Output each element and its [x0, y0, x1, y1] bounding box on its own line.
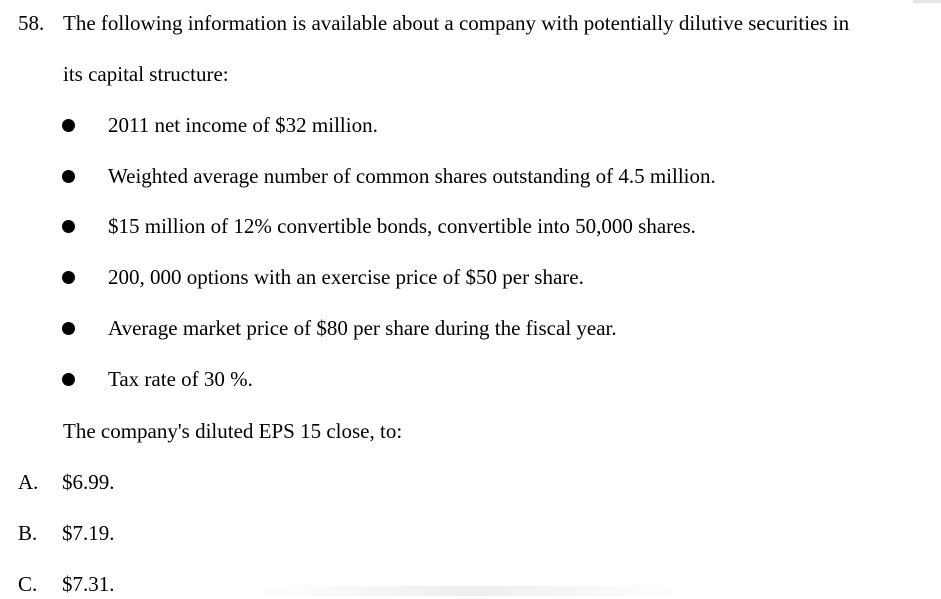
corner-shadow [913, 0, 941, 3]
question-stem-line-1: The following information is available about a company with potentially dilutive securities in [63, 11, 850, 35]
option-letter: C. [18, 572, 38, 596]
bullet-dot-icon [62, 170, 75, 183]
bullet-dot-icon [62, 119, 75, 132]
option-text: $7.19. [62, 521, 115, 545]
option-text: $7.31. [62, 572, 115, 596]
bullet-dot-icon [62, 322, 75, 335]
bullet-item-tax-rate: Tax rate of 30 %. [108, 367, 253, 391]
bullet-dot-icon [62, 220, 75, 233]
bullet-item-options: 200, 000 options with an exercise price of $50 per share. [108, 265, 584, 289]
option-letter: A. [18, 470, 39, 494]
option-text: $6.99. [62, 470, 115, 494]
bullet-dot-icon [62, 373, 75, 386]
bullet-dot-icon [62, 271, 75, 284]
bullet-item-convertible-bonds: $15 million of 12% convertible bonds, convertible into 50,000 shares. [108, 214, 696, 238]
bullet-item-shares-outstanding: Weighted average number of common shares outstanding of 4.5 million. [108, 164, 716, 188]
question-prompt: The company's diluted EPS 15 close, to: [63, 419, 403, 443]
bullet-item-net-income: 2011 net income of $32 million. [108, 113, 378, 137]
question-number: 58. [18, 11, 45, 35]
question-stem-line-2: its capital structure: [63, 62, 229, 86]
option-letter: B. [18, 521, 38, 545]
bottom-fade [260, 586, 680, 596]
bullet-item-market-price: Average market price of $80 per share during the fiscal year. [108, 316, 617, 340]
